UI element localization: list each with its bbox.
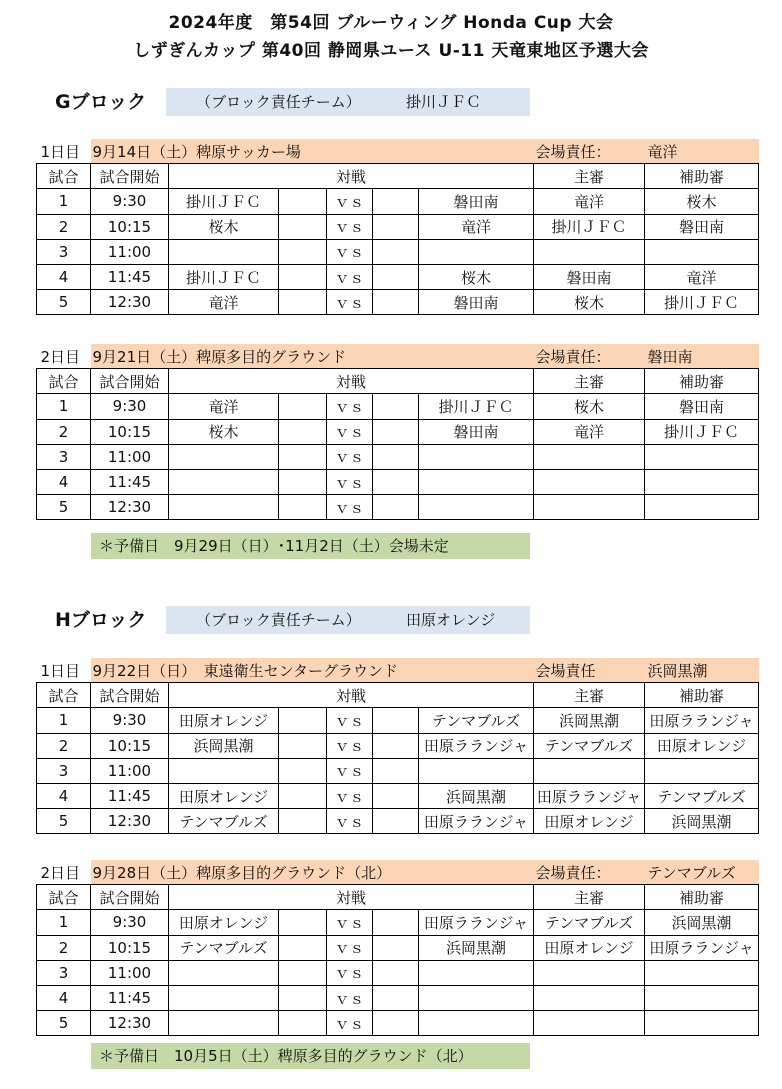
day-row [37, 658, 759, 683]
spacer-cell [279, 214, 327, 239]
title-line-1: 2024年度 第54回 ブルーウィング Honda Cup 大会 [168, 13, 614, 33]
vs-label: ｖｓ [327, 783, 373, 808]
spacer-cell [373, 469, 419, 494]
spacer-cell [373, 783, 419, 808]
day-info [91, 139, 759, 164]
spacer-cell [373, 733, 419, 758]
assistant-referee: テンマブルズ [645, 783, 759, 808]
day-label: 1日目 [37, 139, 91, 164]
header-referee: 主審 [534, 164, 645, 189]
spacer-cell [373, 264, 419, 289]
match-number: 1 [37, 189, 91, 214]
table-row [37, 733, 759, 758]
table-row [37, 264, 759, 289]
spacer-cell [279, 708, 327, 733]
table-row [37, 783, 759, 808]
table-row [37, 239, 759, 264]
day-label: 1日目 [37, 658, 91, 683]
block-responsible-team: 掛川ＪＦＣ [406, 93, 482, 111]
away-team: 竜洋 [419, 214, 534, 239]
start-time: 11:45 [91, 264, 169, 289]
venue-manager-label: 会場責任 [535, 661, 596, 680]
spacer-cell [279, 444, 327, 469]
away-team: 掛川ＪＦＣ [419, 394, 534, 419]
column-header-row [37, 885, 759, 910]
spacer-cell [373, 910, 419, 935]
referee: 田原オレンジ [534, 935, 645, 960]
table-row [37, 495, 759, 520]
spacer-cell [279, 960, 327, 985]
spacer-cell [373, 708, 419, 733]
away-team [419, 758, 534, 783]
spacer-cell [373, 960, 419, 985]
header-assistant: 補助審 [645, 369, 759, 394]
venue-manager-label: 会場責任： [535, 142, 611, 161]
vs-label: ｖｓ [327, 935, 373, 960]
referee: 桜木 [534, 394, 645, 419]
date-venue: 9月22日（日） 東遠衛生センターグラウンド [92, 661, 399, 680]
referee [534, 960, 645, 985]
spacer-cell [279, 419, 327, 444]
home-team: 掛川ＪＦＣ [169, 189, 279, 214]
spacer-cell [373, 214, 419, 239]
assistant-referee [645, 1011, 759, 1036]
spacer-cell [279, 290, 327, 315]
column-header-row [37, 683, 759, 708]
spacer-cell [279, 189, 327, 214]
block-name: Gブロック [55, 91, 147, 113]
spacer-cell [279, 264, 327, 289]
venue-manager-label: 会場責任： [535, 863, 611, 882]
assistant-referee: 浜岡黒潮 [645, 910, 759, 935]
away-team: テンマブルズ [419, 708, 534, 733]
assistant-referee: 掛川ＪＦＣ [645, 419, 759, 444]
match-schedule-table [36, 139, 759, 315]
assistant-referee: 竜洋 [645, 264, 759, 289]
start-time: 9:30 [91, 189, 169, 214]
vs-label: ｖｓ [327, 495, 373, 520]
assistant-referee [645, 469, 759, 494]
away-team: 田原ラランジャ [419, 809, 534, 834]
venue-manager: 浜岡黒潮 [647, 661, 708, 680]
block-name: Hブロック [55, 609, 147, 631]
start-time: 12:30 [91, 495, 169, 520]
vs-label: ｖｓ [327, 758, 373, 783]
vs-label: ｖｓ [327, 239, 373, 264]
away-team [419, 1011, 534, 1036]
assistant-referee: 浜岡黒潮 [645, 809, 759, 834]
assistant-referee: 田原オレンジ [645, 733, 759, 758]
start-time: 9:30 [91, 708, 169, 733]
referee [534, 1011, 645, 1036]
day-info [91, 860, 759, 885]
match-number: 5 [37, 1011, 91, 1036]
match-number: 4 [37, 985, 91, 1010]
assistant-referee [645, 758, 759, 783]
vs-label: ｖｓ [327, 444, 373, 469]
home-team: 竜洋 [169, 290, 279, 315]
spacer-cell [373, 239, 419, 264]
spacer-cell [279, 783, 327, 808]
header-match: 試合 [37, 885, 91, 910]
block-responsible-label: （ブロック責任チーム） [196, 93, 361, 111]
vs-label: ｖｓ [327, 733, 373, 758]
home-team [169, 469, 279, 494]
table-row [37, 708, 759, 733]
date-venue: 9月21日（土）稗原多目的グラウンド [92, 347, 347, 366]
header-match: 試合 [37, 164, 91, 189]
away-team: 磐田南 [419, 419, 534, 444]
table-row [37, 290, 759, 315]
match-number: 1 [37, 394, 91, 419]
start-time: 11:45 [91, 985, 169, 1010]
header-referee: 主審 [534, 885, 645, 910]
table-row [37, 394, 759, 419]
away-team: 浜岡黒潮 [419, 935, 534, 960]
start-time: 9:30 [91, 394, 169, 419]
assistant-referee: 桜木 [645, 189, 759, 214]
start-time: 10:15 [91, 935, 169, 960]
day-row [37, 860, 759, 885]
start-time: 11:00 [91, 444, 169, 469]
assistant-referee: 田原ラランジャ [645, 708, 759, 733]
assistant-referee: 磐田南 [645, 214, 759, 239]
header-start-time: 試合開始 [91, 885, 169, 910]
spacer-cell [279, 469, 327, 494]
match-number: 5 [37, 809, 91, 834]
match-number: 3 [37, 239, 91, 264]
vs-label: ｖｓ [327, 985, 373, 1010]
day-label: 2日目 [37, 344, 91, 369]
block-responsible [166, 88, 530, 116]
assistant-referee [645, 444, 759, 469]
home-team [169, 239, 279, 264]
block-responsible-team: 田原オレンジ [406, 611, 496, 629]
assistant-referee: 掛川ＪＦＣ [645, 290, 759, 315]
home-team: 田原オレンジ [169, 783, 279, 808]
referee: 田原ラランジャ [534, 783, 645, 808]
spare-day-text: ＊予備日 9月29日（日）･11月2日（土）会場未定 [99, 537, 449, 555]
home-team: テンマブルズ [169, 809, 279, 834]
table-row [37, 214, 759, 239]
vs-label: ｖｓ [327, 1011, 373, 1036]
spacer-cell [373, 419, 419, 444]
referee: 掛川ＪＦＣ [534, 214, 645, 239]
start-time: 11:00 [91, 239, 169, 264]
start-time: 12:30 [91, 1011, 169, 1036]
venue-manager-label: 会場責任： [535, 347, 611, 366]
spacer-cell [373, 189, 419, 214]
match-schedule-table [36, 344, 759, 520]
vs-label: ｖｓ [327, 290, 373, 315]
column-header-row [37, 369, 759, 394]
home-team [169, 960, 279, 985]
referee: 磐田南 [534, 264, 645, 289]
match-number: 2 [37, 935, 91, 960]
title-line-2: しずぎんカップ 第40回 静岡県ユース U-11 天竜東地区予選大会 [133, 41, 649, 61]
referee: テンマブルズ [534, 733, 645, 758]
referee [534, 985, 645, 1010]
home-team [169, 985, 279, 1010]
header-fixture: 対戦 [169, 369, 534, 394]
referee: 竜洋 [534, 189, 645, 214]
date-venue: 9月14日（土）稗原サッカー場 [92, 142, 301, 161]
block-responsible-label: （ブロック責任チーム） [196, 611, 361, 629]
assistant-referee: 磐田南 [645, 394, 759, 419]
home-team [169, 495, 279, 520]
start-time: 11:00 [91, 758, 169, 783]
home-team [169, 444, 279, 469]
start-time: 9:30 [91, 910, 169, 935]
away-team: 桜木 [419, 264, 534, 289]
venue-manager: 磐田南 [647, 347, 693, 366]
match-schedule-table [36, 658, 759, 834]
spacer-cell [279, 733, 327, 758]
spacer-cell [373, 935, 419, 960]
header-assistant: 補助審 [645, 164, 759, 189]
assistant-referee [645, 985, 759, 1010]
match-number: 3 [37, 960, 91, 985]
vs-label: ｖｓ [327, 214, 373, 239]
date-venue: 9月28日（土）稗原多目的グラウンド（北） [92, 863, 392, 882]
spacer-cell [279, 985, 327, 1010]
away-team [419, 444, 534, 469]
match-number: 4 [37, 264, 91, 289]
vs-label: ｖｓ [327, 910, 373, 935]
spacer-cell [373, 290, 419, 315]
header-fixture: 対戦 [169, 683, 534, 708]
table-row [37, 1011, 759, 1036]
spare-day-text: ＊予備日 10月5日（土）稗原多目的グラウンド（北） [99, 1047, 473, 1065]
vs-label: ｖｓ [327, 264, 373, 289]
match-number: 4 [37, 783, 91, 808]
match-number: 2 [37, 419, 91, 444]
referee [534, 444, 645, 469]
away-team: 磐田南 [419, 290, 534, 315]
spare-day-note [91, 533, 530, 559]
referee: 浜岡黒潮 [534, 708, 645, 733]
away-team [419, 469, 534, 494]
header-referee: 主審 [534, 683, 645, 708]
home-team: 田原オレンジ [169, 708, 279, 733]
vs-label: ｖｓ [327, 419, 373, 444]
spacer-cell [279, 495, 327, 520]
table-row [37, 910, 759, 935]
home-team: 掛川ＪＦＣ [169, 264, 279, 289]
header-match: 試合 [37, 369, 91, 394]
home-team: テンマブルズ [169, 935, 279, 960]
home-team [169, 1011, 279, 1036]
match-number: 3 [37, 444, 91, 469]
spacer-cell [373, 444, 419, 469]
spacer-cell [373, 758, 419, 783]
assistant-referee: 田原ラランジャ [645, 935, 759, 960]
start-time: 10:15 [91, 733, 169, 758]
header-start-time: 試合開始 [91, 683, 169, 708]
start-time: 12:30 [91, 290, 169, 315]
table-row [37, 419, 759, 444]
start-time: 10:15 [91, 419, 169, 444]
table-row [37, 809, 759, 834]
table-row [37, 960, 759, 985]
match-number: 1 [37, 708, 91, 733]
spacer-cell [279, 758, 327, 783]
match-number: 1 [37, 910, 91, 935]
table-row [37, 444, 759, 469]
home-team [169, 758, 279, 783]
vs-label: ｖｓ [327, 708, 373, 733]
venue-manager: テンマブルズ [647, 863, 736, 882]
table-row [37, 985, 759, 1010]
home-team: 桜木 [169, 419, 279, 444]
away-team: 田原ラランジャ [419, 733, 534, 758]
column-header-row [37, 164, 759, 189]
vs-label: ｖｓ [327, 394, 373, 419]
referee: テンマブルズ [534, 910, 645, 935]
spacer-cell [373, 809, 419, 834]
table-row [37, 758, 759, 783]
spacer-cell [279, 809, 327, 834]
match-schedule-table [36, 860, 759, 1036]
table-row [37, 935, 759, 960]
away-team: 田原ラランジャ [419, 910, 534, 935]
start-time: 11:00 [91, 960, 169, 985]
spacer-cell [373, 394, 419, 419]
header-assistant: 補助審 [645, 885, 759, 910]
spacer-cell [373, 985, 419, 1010]
spare-day-note [91, 1043, 530, 1069]
home-team: 浜岡黒潮 [169, 733, 279, 758]
start-time: 10:15 [91, 214, 169, 239]
day-info [91, 344, 759, 369]
table-row [37, 469, 759, 494]
table-row [37, 189, 759, 214]
vs-label: ｖｓ [327, 469, 373, 494]
match-number: 3 [37, 758, 91, 783]
header-referee: 主審 [534, 369, 645, 394]
spacer-cell [279, 394, 327, 419]
spacer-cell [373, 495, 419, 520]
day-row [37, 344, 759, 369]
away-team [419, 239, 534, 264]
home-team: 桜木 [169, 214, 279, 239]
away-team: 浜岡黒潮 [419, 783, 534, 808]
home-team: 田原オレンジ [169, 910, 279, 935]
spacer-cell [279, 239, 327, 264]
match-number: 5 [37, 495, 91, 520]
assistant-referee [645, 495, 759, 520]
spacer-cell [279, 1011, 327, 1036]
vs-label: ｖｓ [327, 189, 373, 214]
referee [534, 469, 645, 494]
start-time: 11:45 [91, 469, 169, 494]
away-team: 磐田南 [419, 189, 534, 214]
header-fixture: 対戦 [169, 885, 534, 910]
referee: 桜木 [534, 290, 645, 315]
vs-label: ｖｓ [327, 960, 373, 985]
assistant-referee [645, 239, 759, 264]
spacer-cell [279, 910, 327, 935]
day-row [37, 139, 759, 164]
venue-manager: 竜洋 [647, 142, 678, 161]
assistant-referee [645, 960, 759, 985]
header-fixture: 対戦 [169, 164, 534, 189]
header-assistant: 補助審 [645, 683, 759, 708]
vs-label: ｖｓ [327, 809, 373, 834]
referee [534, 495, 645, 520]
match-number: 5 [37, 290, 91, 315]
day-label: 2日目 [37, 860, 91, 885]
referee [534, 758, 645, 783]
referee: 田原オレンジ [534, 809, 645, 834]
start-time: 11:45 [91, 783, 169, 808]
match-number: 2 [37, 214, 91, 239]
spacer-cell [373, 1011, 419, 1036]
block-responsible [166, 606, 530, 634]
header-match: 試合 [37, 683, 91, 708]
day-info [91, 658, 759, 683]
header-start-time: 試合開始 [91, 369, 169, 394]
header-start-time: 試合開始 [91, 164, 169, 189]
away-team [419, 960, 534, 985]
referee: 竜洋 [534, 419, 645, 444]
start-time: 12:30 [91, 809, 169, 834]
match-number: 2 [37, 733, 91, 758]
home-team: 竜洋 [169, 394, 279, 419]
spacer-cell [279, 935, 327, 960]
away-team [419, 495, 534, 520]
away-team [419, 985, 534, 1010]
referee [534, 239, 645, 264]
match-number: 4 [37, 469, 91, 494]
